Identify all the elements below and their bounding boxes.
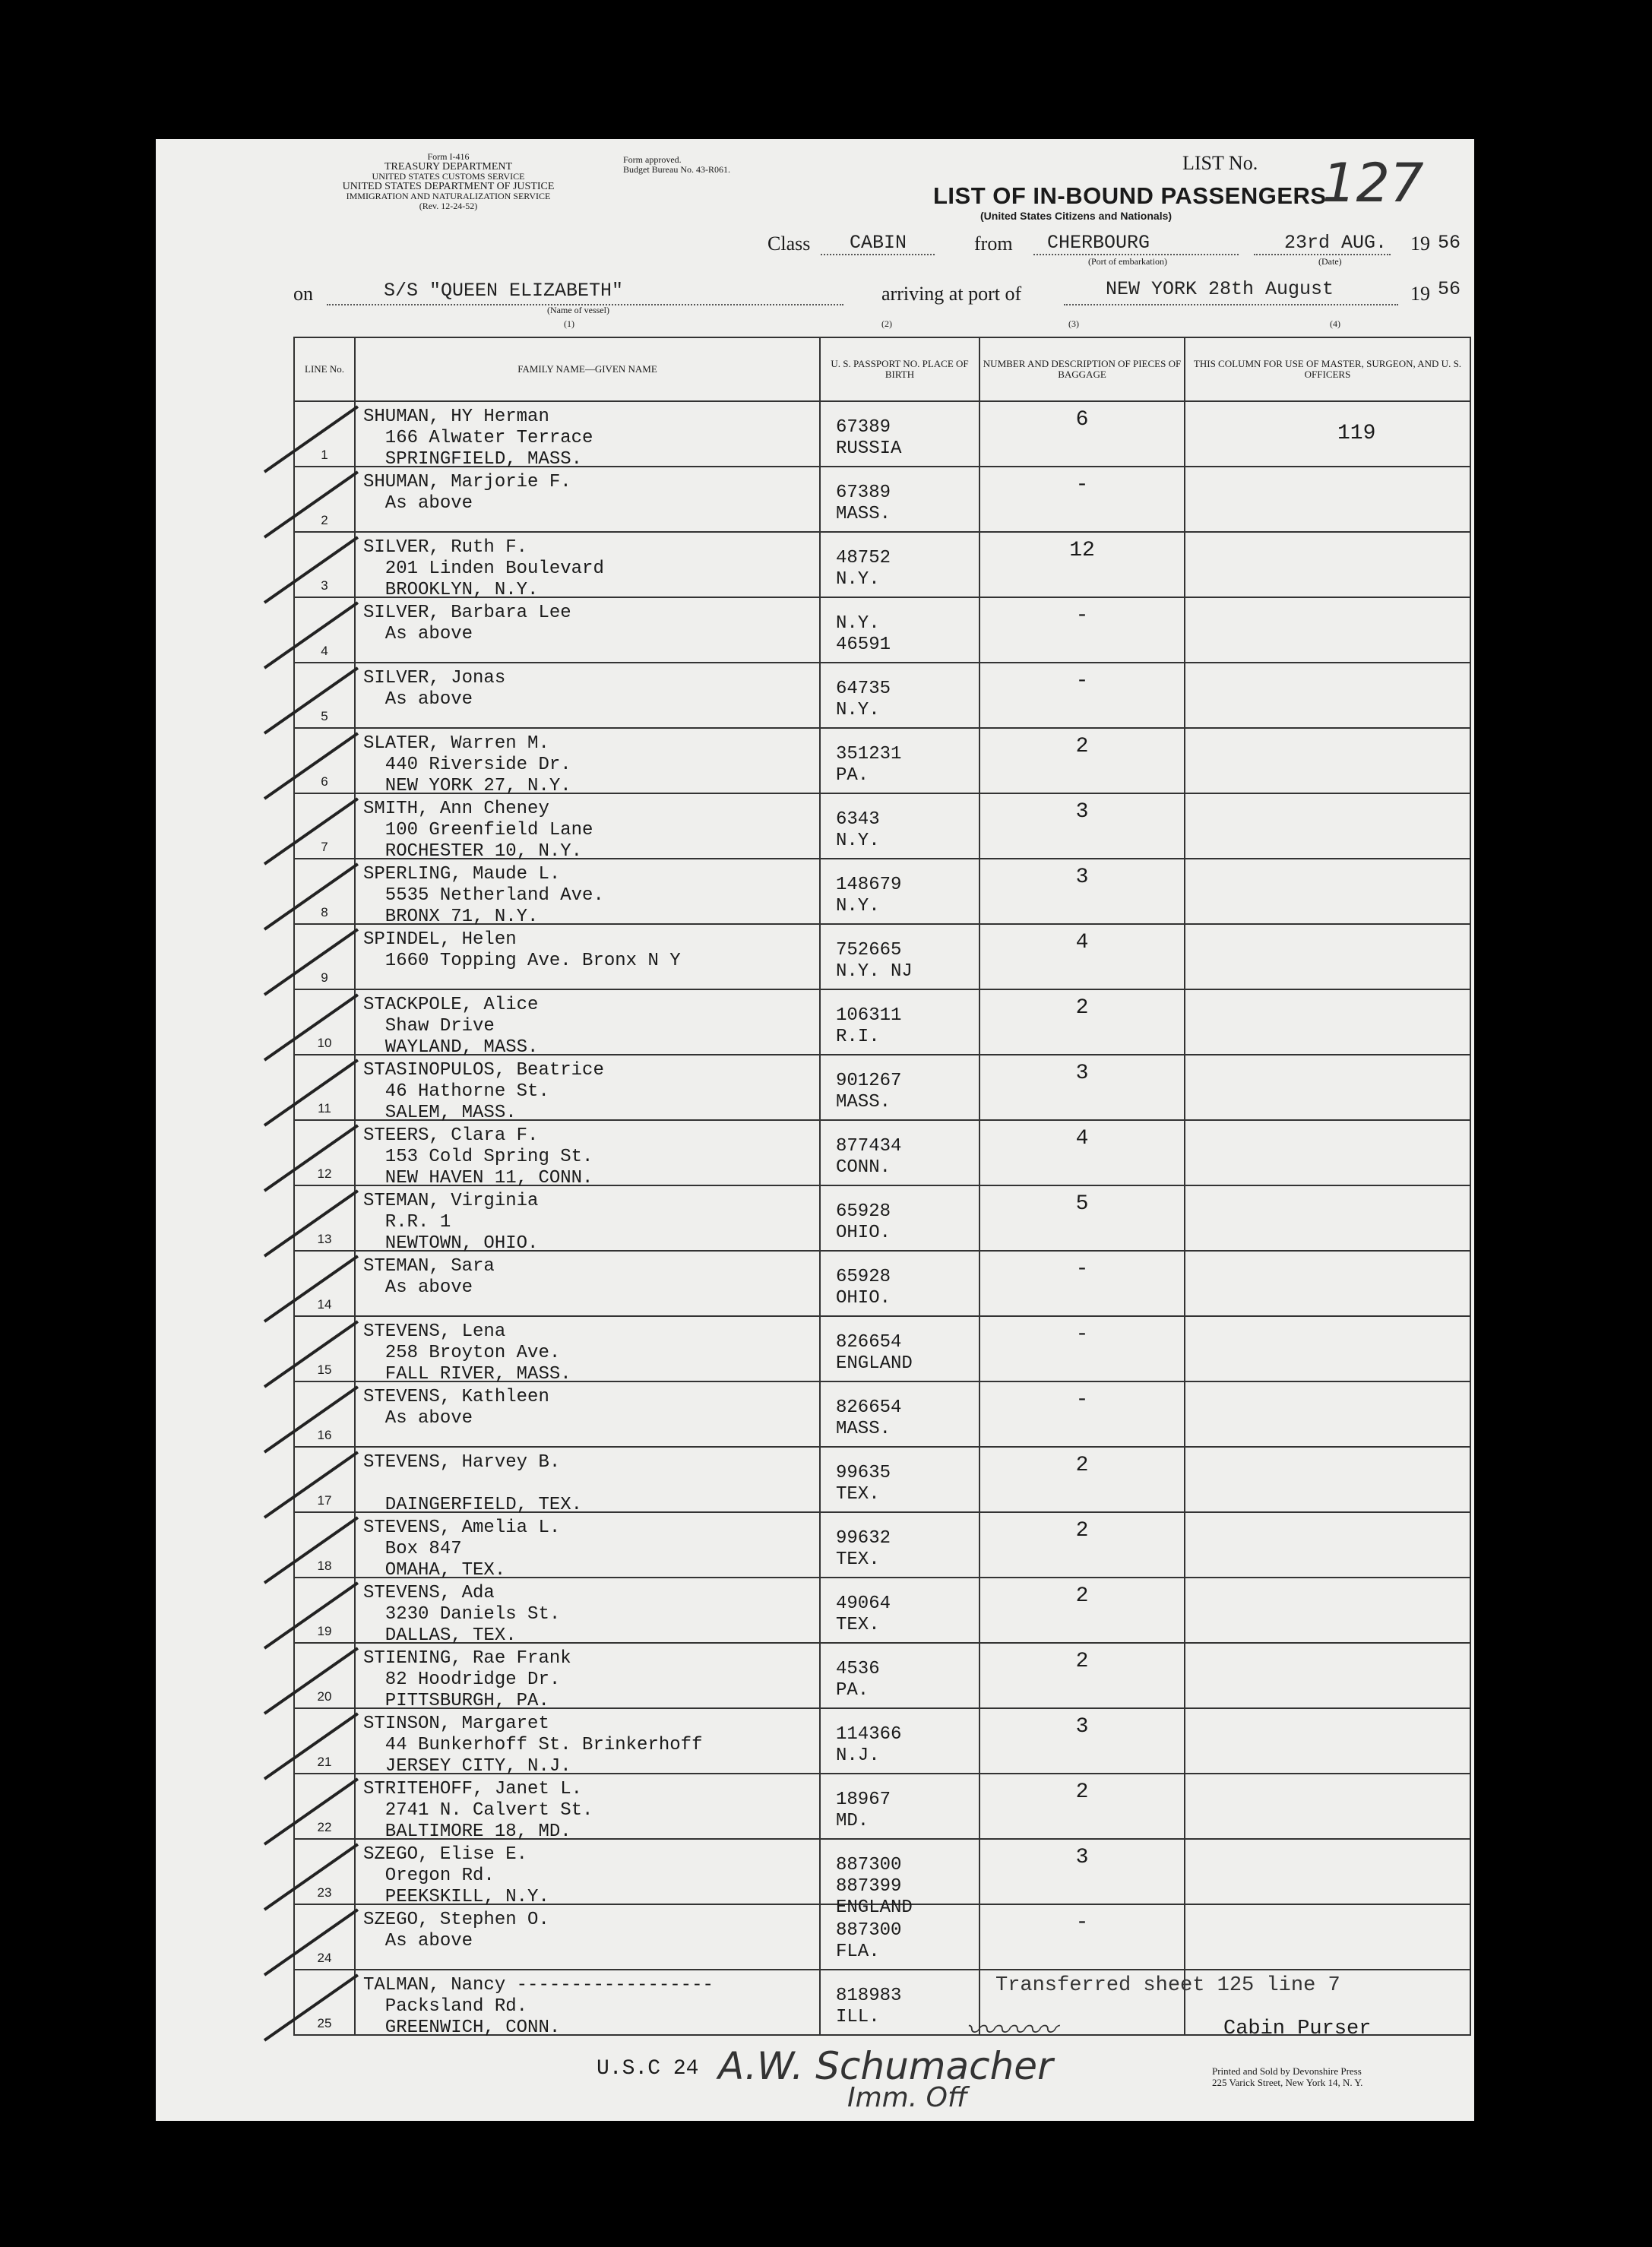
officer-note-cell <box>1185 1512 1470 1578</box>
baggage-cell-text: - <box>1075 473 1089 497</box>
passenger-name-cell <box>355 467 820 532</box>
passport-cell <box>820 1120 979 1185</box>
officer-note-cell-text: 119 <box>1337 422 1376 445</box>
transfer-note: Transferred sheet 125 line 7 <box>995 1974 1340 1997</box>
passport-cell <box>820 989 979 1055</box>
line-number-cell <box>294 1904 355 1970</box>
table-row <box>294 1512 1470 1578</box>
form-number: Form I-416 <box>427 151 470 162</box>
line-number-cell-text: 12 <box>317 1166 332 1181</box>
passenger-name-cell <box>355 1055 820 1123</box>
printer-line-2: 225 Varick Street, New York 14, N. Y. <box>1212 2077 1363 2088</box>
table-row <box>294 1578 1470 1643</box>
baggage-cell <box>979 1578 1185 1643</box>
baggage-cell-text: - <box>1075 1388 1089 1412</box>
form-revision: (Rev. 12-24-52) <box>419 201 478 211</box>
officer-note-cell <box>1185 1185 1470 1251</box>
baggage-cell-text: 2 <box>1075 1519 1089 1543</box>
from-value: CHERBOURG <box>1047 232 1150 254</box>
line-number-cell-text: 16 <box>317 1428 332 1442</box>
baggage-cell <box>979 1708 1185 1774</box>
table-row <box>294 663 1470 728</box>
passport-cell <box>820 1774 979 1839</box>
line-number-cell <box>294 1774 355 1839</box>
baggage-cell <box>979 467 1185 532</box>
table-row <box>294 989 1470 1055</box>
baggage-cell <box>979 1251 1185 1316</box>
passenger-name-cell <box>355 1512 820 1581</box>
passport-cell <box>820 597 979 663</box>
passenger-name-cell-text: SHUMAN, Marjorie F. As above <box>363 472 571 514</box>
table-row <box>294 532 1470 597</box>
passenger-name-cell-text: STEVENS, Lena 258 Broyton Ave. FALL RIVER, MASS. <box>363 1321 571 1385</box>
baggage-cell-text: 2 <box>1075 1454 1089 1477</box>
passenger-name-cell-text: SZEGO, Stephen O. As above <box>363 1910 549 1951</box>
column-header-name: FAMILY NAME—GIVEN NAME <box>355 337 820 401</box>
officer-note-cell <box>1185 1381 1470 1447</box>
passport-cell <box>820 663 979 728</box>
passenger-name-cell <box>355 793 820 862</box>
from-label: from <box>974 233 1013 255</box>
baggage-cell <box>979 1447 1185 1512</box>
baggage-cell <box>979 924 1185 989</box>
class-value: CABIN <box>850 232 907 254</box>
passport-cell <box>820 1970 979 2035</box>
passport-cell-text: 18967 MD. <box>836 1790 891 1831</box>
passport-cell-text: 65928 OHIO. <box>836 1267 891 1309</box>
officer-note-cell <box>1185 793 1470 859</box>
passport-cell <box>820 1381 979 1447</box>
passport-cell-text: 351231 PA. <box>836 744 902 786</box>
passport-cell-text: 887300 887399 ENGLAND <box>836 1855 913 1918</box>
passenger-name-cell-text: SILVER, Jonas As above <box>363 668 506 710</box>
officer-note-cell <box>1185 924 1470 989</box>
line-number-cell-text: 2 <box>321 513 328 527</box>
baggage-cell <box>979 1839 1185 1904</box>
purser-title: Cabin Purser <box>1223 2018 1372 2040</box>
officer-note-cell <box>1185 1120 1470 1185</box>
passport-cell-text: 4536 PA. <box>836 1659 880 1701</box>
passenger-name-cell-text: TALMAN, Nancy ------------------ Packsland Rd. GREENWICH, CONN. <box>363 1975 714 2038</box>
passenger-name-cell-text: SLATER, Warren M. 440 Riverside Dr. NEW YORK 27, N.Y. <box>363 733 571 796</box>
port-embark-caption: (Port of embarkation) <box>1088 256 1167 267</box>
list-no-value: 127 <box>1322 152 1424 214</box>
passport-cell <box>820 1447 979 1512</box>
passport-cell-text: 752665 N.Y. NJ <box>836 940 913 982</box>
table-row <box>294 1447 1470 1512</box>
passport-cell <box>820 1578 979 1643</box>
passport-cell <box>820 467 979 532</box>
officer-note-cell <box>1185 467 1470 532</box>
baggage-cell-text: 2 <box>1075 735 1089 758</box>
passport-cell-text: 67389 RUSSIA <box>836 417 902 459</box>
passenger-name-cell <box>355 1185 820 1254</box>
baggage-cell <box>979 859 1185 924</box>
col2-marker: (2) <box>881 318 892 329</box>
table-row <box>294 1251 1470 1316</box>
passenger-name-cell <box>355 1447 820 1515</box>
passport-cell-text: 901267 MASS. <box>836 1071 902 1112</box>
col3-marker: (3) <box>1068 318 1079 329</box>
officer-note-cell <box>1185 1839 1470 1904</box>
passenger-name-cell <box>355 1578 820 1646</box>
passport-cell <box>820 924 979 989</box>
line-number-cell-text: 19 <box>317 1624 332 1638</box>
baggage-cell-text: - <box>1075 669 1089 693</box>
passenger-name-cell-text: STEVENS, Ada 3230 Daniels St. DALLAS, TEX. <box>363 1583 561 1646</box>
officer-note-cell <box>1185 1643 1470 1708</box>
passenger-name-cell-text: SHUMAN, HY Herman 166 Alwater Terrace SPRINGFIELD, MASS. <box>363 407 593 470</box>
baggage-cell-text: 3 <box>1075 1715 1089 1739</box>
line-number-cell <box>294 1708 355 1774</box>
passenger-name-cell-text: STEMAN, Virginia R.R. 1 NEWTOWN, OHIO. <box>363 1191 539 1254</box>
passport-cell-text: 826654 ENGLAND <box>836 1332 913 1374</box>
line-number-cell-text: 8 <box>321 905 328 919</box>
ins-service: IMMIGRATION AND NATURALIZATION SERVICE <box>346 191 551 201</box>
year2-prefix: 19 <box>1410 283 1430 305</box>
line-number-cell-text: 13 <box>317 1232 332 1246</box>
officer-note-cell <box>1185 1708 1470 1774</box>
baggage-cell-text: 4 <box>1075 931 1089 954</box>
baggage-cell <box>979 1185 1185 1251</box>
table-row <box>294 1904 1470 1970</box>
officer-note-cell <box>1185 597 1470 663</box>
table-row <box>294 728 1470 793</box>
passport-cell <box>820 859 979 924</box>
passenger-name-cell <box>355 989 820 1058</box>
baggage-cell-text: 6 <box>1075 408 1089 432</box>
form-agency-block <box>289 152 608 211</box>
passport-cell <box>820 532 979 597</box>
passport-cell <box>820 401 979 467</box>
line-number-cell <box>294 1578 355 1643</box>
passenger-name-cell <box>355 1708 820 1777</box>
line-number-cell <box>294 532 355 597</box>
passenger-name-cell-text: SILVER, Barbara Lee As above <box>363 603 571 644</box>
table-row <box>294 1708 1470 1774</box>
line-number-cell <box>294 859 355 924</box>
column-header-baggage: NUMBER AND DESCRIPTION OF PIECES OF BAGGAGE <box>979 337 1185 401</box>
table-row <box>294 597 1470 663</box>
officer-note-cell <box>1185 1251 1470 1316</box>
officer-note-cell <box>1185 1055 1470 1120</box>
line-number-cell-text: 3 <box>321 578 328 593</box>
year1-prefix: 19 <box>1410 233 1430 255</box>
customs-service: UNITED STATES CUSTOMS SERVICE <box>372 171 525 182</box>
baggage-cell <box>979 401 1185 467</box>
line-number-cell <box>294 1447 355 1512</box>
arrival-port: NEW YORK 28th August <box>1106 278 1334 300</box>
passenger-name-cell <box>355 1251 820 1316</box>
passport-cell-text: 48752 N.Y. <box>836 548 891 590</box>
passenger-name-cell-text: STEMAN, Sara As above <box>363 1256 495 1298</box>
line-number-cell <box>294 1120 355 1185</box>
line-number-cell-text: 24 <box>317 1951 332 1965</box>
baggage-cell-text: 2 <box>1075 1780 1089 1804</box>
table-row <box>294 1185 1470 1251</box>
baggage-cell <box>979 989 1185 1055</box>
officer-note-cell <box>1185 1316 1470 1381</box>
baggage-cell-text: - <box>1075 1323 1089 1347</box>
line-number-cell-text: 21 <box>317 1755 332 1769</box>
passport-cell <box>820 1316 979 1381</box>
passport-cell-text: 64735 N.Y. <box>836 679 891 720</box>
date-value: 23rd AUG. <box>1284 232 1388 254</box>
baggage-cell-text: 3 <box>1075 866 1089 889</box>
passenger-name-cell <box>355 1904 820 1970</box>
line-number-cell <box>294 1512 355 1578</box>
baggage-cell <box>979 728 1185 793</box>
passenger-name-cell <box>355 597 820 663</box>
line-number-cell-text: 14 <box>317 1297 332 1312</box>
passenger-name-cell-text: STINSON, Margaret 44 Bunkerhoff St. Brinkerhoff JERSEY CITY, N.J. <box>363 1714 703 1777</box>
baggage-cell <box>979 1055 1185 1120</box>
passport-cell-text: 106311 R.I. <box>836 1005 902 1047</box>
officer-note-cell <box>1185 1447 1470 1512</box>
list-no-label: LIST No. <box>1182 152 1258 174</box>
form-approval <box>623 155 730 175</box>
table-row <box>294 1316 1470 1381</box>
line-number-cell <box>294 1055 355 1120</box>
baggage-cell-text: 3 <box>1075 1062 1089 1085</box>
column-header-officers: THIS COLUMN FOR USE OF MASTER, SURGEON, AND U. S. OFFICERS <box>1185 337 1470 401</box>
passport-cell <box>820 1251 979 1316</box>
passenger-name-cell <box>355 1839 820 1907</box>
passenger-name-cell-text: STEVENS, Kathleen As above <box>363 1387 549 1429</box>
passport-cell-text: 99632 TEX. <box>836 1528 891 1570</box>
table-row <box>294 1774 1470 1839</box>
line-number-cell <box>294 1316 355 1381</box>
baggage-cell <box>979 663 1185 728</box>
officer-note-cell <box>1185 532 1470 597</box>
table-row <box>294 1055 1470 1120</box>
justice-dept: UNITED STATES DEPARTMENT OF JUSTICE <box>342 181 555 192</box>
line-number-cell <box>294 663 355 728</box>
passenger-name-cell <box>355 532 820 600</box>
line-number-cell-text: 23 <box>317 1885 332 1900</box>
passport-cell <box>820 1512 979 1578</box>
line-number-cell-text: 9 <box>321 970 328 985</box>
purser-signature-scribble: 〰〰〰 <box>965 2013 1056 2048</box>
usc-stamp: U.S.C 24 <box>597 2057 699 2081</box>
officer-note-cell <box>1185 989 1470 1055</box>
passenger-name-cell-text: SPINDEL, Helen 1660 Topping Ave. Bronx N Y <box>363 929 681 971</box>
line-number-cell <box>294 1185 355 1251</box>
baggage-cell <box>979 793 1185 859</box>
baggage-cell <box>979 1316 1185 1381</box>
passport-cell <box>820 1839 979 1918</box>
passport-cell-text: 67389 MASS. <box>836 483 891 524</box>
passenger-name-cell <box>355 1120 820 1188</box>
table-row <box>294 859 1470 924</box>
baggage-cell <box>979 1381 1185 1447</box>
passenger-name-cell <box>355 1643 820 1711</box>
passenger-table <box>293 337 1471 2036</box>
baggage-cell-text: - <box>1075 1911 1089 1935</box>
passport-cell <box>820 1643 979 1708</box>
baggage-cell-text: - <box>1075 604 1089 628</box>
baggage-cell-text: 12 <box>1069 539 1095 562</box>
form-approved: Form approved. <box>623 154 682 165</box>
baggage-cell-text: 3 <box>1075 800 1089 824</box>
line-number-cell <box>294 1381 355 1447</box>
table-row <box>294 401 1470 467</box>
passport-cell <box>820 1185 979 1251</box>
passport-cell-text: 6343 N.Y. <box>836 809 880 851</box>
table-row <box>294 1381 1470 1447</box>
passenger-name-cell <box>355 1774 820 1842</box>
line-number-cell-text: 7 <box>321 840 328 854</box>
passport-cell-text: 148679 N.Y. <box>836 875 902 916</box>
passenger-name-cell <box>355 728 820 796</box>
baggage-cell-text: - <box>1075 1258 1089 1281</box>
passenger-name-cell-text: STEERS, Clara F. 153 Cold Spring St. NEW HAVEN 11, CONN. <box>363 1125 593 1188</box>
line-number-cell <box>294 1970 355 2035</box>
passport-cell <box>820 1055 979 1120</box>
line-number-cell-text: 17 <box>317 1493 332 1508</box>
table-row <box>294 1839 1470 1904</box>
passenger-name-cell <box>355 1316 820 1385</box>
passport-cell <box>820 1708 979 1774</box>
table-row <box>294 793 1470 859</box>
list-subtitle: (United States Citizens and Nationals) <box>980 210 1173 222</box>
passenger-name-cell-text: STACKPOLE, Alice Shaw Drive WAYLAND, MASS. <box>363 995 539 1058</box>
passenger-name-cell-text: STRITEHOFF, Janet L. 2741 N. Calvert St. BALTIMORE 18, MD. <box>363 1779 593 1842</box>
line-number-cell-text: 6 <box>321 774 328 789</box>
class-label: Class <box>767 233 811 255</box>
line-number-cell <box>294 728 355 793</box>
officer-note-cell <box>1185 859 1470 924</box>
baggage-cell <box>979 1904 1185 1970</box>
baggage-cell <box>979 1120 1185 1185</box>
baggage-cell <box>979 532 1185 597</box>
baggage-cell <box>979 1643 1185 1708</box>
on-label: on <box>293 283 313 305</box>
passport-cell-text: N.Y. 46591 <box>836 613 891 655</box>
officer-note-cell <box>1185 1578 1470 1643</box>
line-number-cell-text: 15 <box>317 1362 332 1377</box>
line-number-cell-text: 11 <box>318 1101 331 1116</box>
passenger-name-cell-text: SPERLING, Maude L. 5535 Netherland Ave. BRONX 71, N.Y. <box>363 864 604 927</box>
line-number-cell-text: 10 <box>317 1036 332 1050</box>
treasury-dept: TREASURY DEPARTMENT <box>384 161 513 172</box>
table-row <box>294 467 1470 532</box>
table-row <box>294 1643 1470 1708</box>
vessel-caption: (Name of vessel) <box>547 305 609 315</box>
column-header-passport: U. S. PASSPORT NO. PLACE OF BIRTH <box>820 337 979 401</box>
line-number-cell-text: 25 <box>317 2016 332 2030</box>
printer-note <box>1212 2065 1362 2088</box>
line-number-cell <box>294 467 355 532</box>
table-row <box>294 924 1470 989</box>
line-number-cell-text: 18 <box>317 1559 332 1573</box>
passenger-name-cell-text: STIENING, Rae Frank 82 Hoodridge Dr. PITTSBURGH, PA. <box>363 1648 571 1711</box>
baggage-cell-text: 2 <box>1075 1650 1089 1673</box>
passenger-name-cell <box>355 1381 820 1447</box>
printer-line-1: Printed and Sold by Devonshire Press <box>1212 2065 1362 2077</box>
line-number-cell <box>294 1643 355 1708</box>
passenger-name-cell <box>355 924 820 989</box>
baggage-cell-text: 4 <box>1075 1127 1089 1150</box>
passenger-name-cell <box>355 859 820 927</box>
list-title: LIST OF IN-BOUND PASSENGERS <box>933 182 1327 209</box>
passenger-name-cell <box>355 663 820 728</box>
line-number-cell-text: 20 <box>317 1689 332 1704</box>
passenger-name-cell-text: SZEGO, Elise E. Oregon Rd. PEEKSKILL, N.Y. <box>363 1844 549 1907</box>
passport-cell-text: 65928 OHIO. <box>836 1201 891 1243</box>
line-number-cell <box>294 597 355 663</box>
baggage-cell <box>979 1774 1185 1839</box>
line-number-cell <box>294 989 355 1055</box>
line-number-cell <box>294 924 355 989</box>
line-number-cell-text: 22 <box>317 1820 332 1834</box>
column-header-line: LINE No. <box>294 337 355 401</box>
passenger-name-cell-text: STEVENS, Harvey B. DAINGERFIELD, TEX. <box>363 1452 583 1515</box>
budget-bureau: Budget Bureau No. 43-R061. <box>623 164 730 175</box>
officer-note-cell <box>1185 401 1470 467</box>
passenger-name-cell-text: SILVER, Ruth F. 201 Linden Boulevard BROOKLYN, N.Y. <box>363 537 604 600</box>
passenger-name-cell-text: STEVENS, Amelia L. Box 847 OMAHA, TEX. <box>363 1518 561 1581</box>
passport-cell <box>820 728 979 793</box>
vessel-name: S/S "QUEEN ELIZABETH" <box>384 280 624 302</box>
passenger-name-cell <box>355 1970 820 2038</box>
baggage-cell-text: 2 <box>1075 996 1089 1020</box>
line-number-cell-text: 1 <box>321 448 328 462</box>
officer-note-cell <box>1185 728 1470 793</box>
col4-marker: (4) <box>1330 318 1340 329</box>
line-number-cell <box>294 1839 355 1904</box>
baggage-cell <box>979 1512 1185 1578</box>
line-number-cell <box>294 793 355 859</box>
baggage-cell <box>979 597 1185 663</box>
passport-cell-text: 818983 ILL. <box>836 1986 902 2027</box>
passport-cell <box>820 793 979 859</box>
col1-marker: (1) <box>564 318 574 329</box>
passport-cell-text: 49064 TEX. <box>836 1593 891 1635</box>
passport-cell-text: 887300 FLA. <box>836 1920 902 1962</box>
passport-cell-text: 877434 CONN. <box>836 1136 902 1178</box>
year1-value: 56 <box>1438 232 1461 254</box>
line-number-cell <box>294 401 355 467</box>
passenger-name-cell-text: SMITH, Ann Cheney 100 Greenfield Lane ROCHESTER 10, N.Y. <box>363 799 593 862</box>
arriving-label: arriving at port of <box>881 283 1022 305</box>
date-caption: (Date) <box>1318 256 1342 267</box>
year2-value: 56 <box>1438 278 1461 300</box>
officer-note-cell <box>1185 1904 1470 1970</box>
line-number-cell <box>294 1251 355 1316</box>
passport-cell-text: 114366 N.J. <box>836 1724 902 1766</box>
officer-title: Imm. Off <box>847 2082 967 2113</box>
table-row <box>294 1120 1470 1185</box>
line-number-cell-text: 4 <box>321 644 328 658</box>
officer-signature: A.W. Schumacher <box>718 2044 1053 2088</box>
baggage-cell-text: 2 <box>1075 1584 1089 1608</box>
passport-cell <box>820 1904 979 1970</box>
officer-note-cell <box>1185 1774 1470 1839</box>
passport-cell-text: 99635 TEX. <box>836 1463 891 1505</box>
line-number-cell-text: 5 <box>321 709 328 723</box>
passenger-name-cell <box>355 401 820 470</box>
officer-note-cell <box>1185 663 1470 728</box>
passenger-name-cell-text: STASINOPULOS, Beatrice 46 Hathorne St. SALEM, MASS. <box>363 1060 604 1123</box>
passport-cell-text: 826654 MASS. <box>836 1397 902 1439</box>
baggage-cell-text: 3 <box>1075 1846 1089 1869</box>
baggage-cell-text: 5 <box>1075 1192 1089 1216</box>
table-header-row <box>294 337 1470 401</box>
